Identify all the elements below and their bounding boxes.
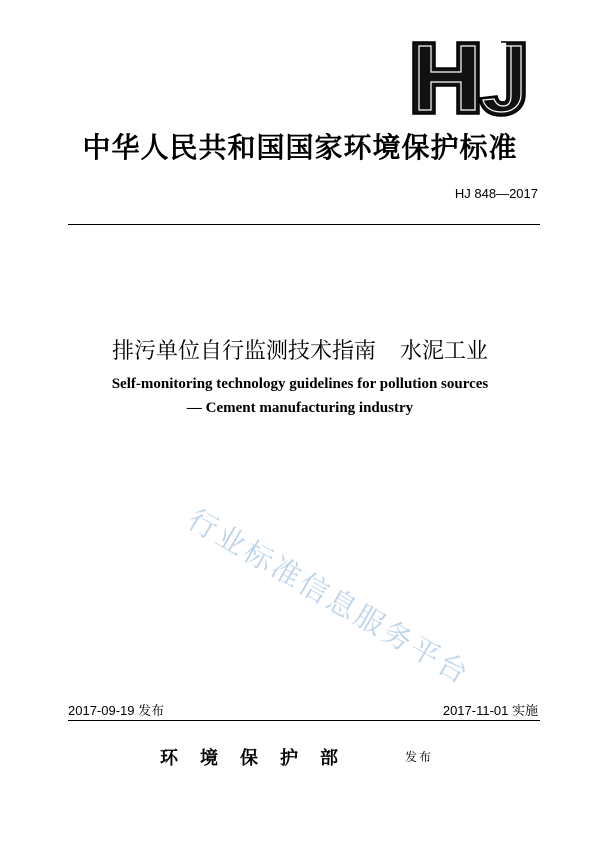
hj-logo-letter-h bbox=[413, 42, 479, 114]
watermark: 行业标准信息服务平台 bbox=[182, 502, 477, 692]
top-divider bbox=[68, 224, 540, 225]
standard-number: HJ 848—2017 bbox=[454, 186, 538, 201]
bottom-divider bbox=[68, 720, 540, 721]
hj-logo bbox=[405, 38, 533, 118]
issue-date: 2017-09-19 发布 bbox=[68, 703, 165, 718]
organization-title: 中华人民共和国国家环境保护标准 bbox=[82, 131, 518, 164]
issuer-suffix: 发布 bbox=[405, 750, 434, 764]
implementation-date: 2017-11-01 实施 bbox=[442, 703, 538, 718]
english-title-line2: — Cement manufacturing industry bbox=[186, 400, 414, 416]
english-title-line1: Self-monitoring technology guidelines for pollution sources bbox=[111, 376, 489, 392]
chinese-title bbox=[0, 334, 600, 365]
issuer-name: 环境保护部 bbox=[160, 748, 360, 769]
chinese-title-main: 排污单位自行监测技术指南 bbox=[111, 339, 376, 364]
chinese-title-sub: 水泥工业 bbox=[400, 339, 489, 364]
